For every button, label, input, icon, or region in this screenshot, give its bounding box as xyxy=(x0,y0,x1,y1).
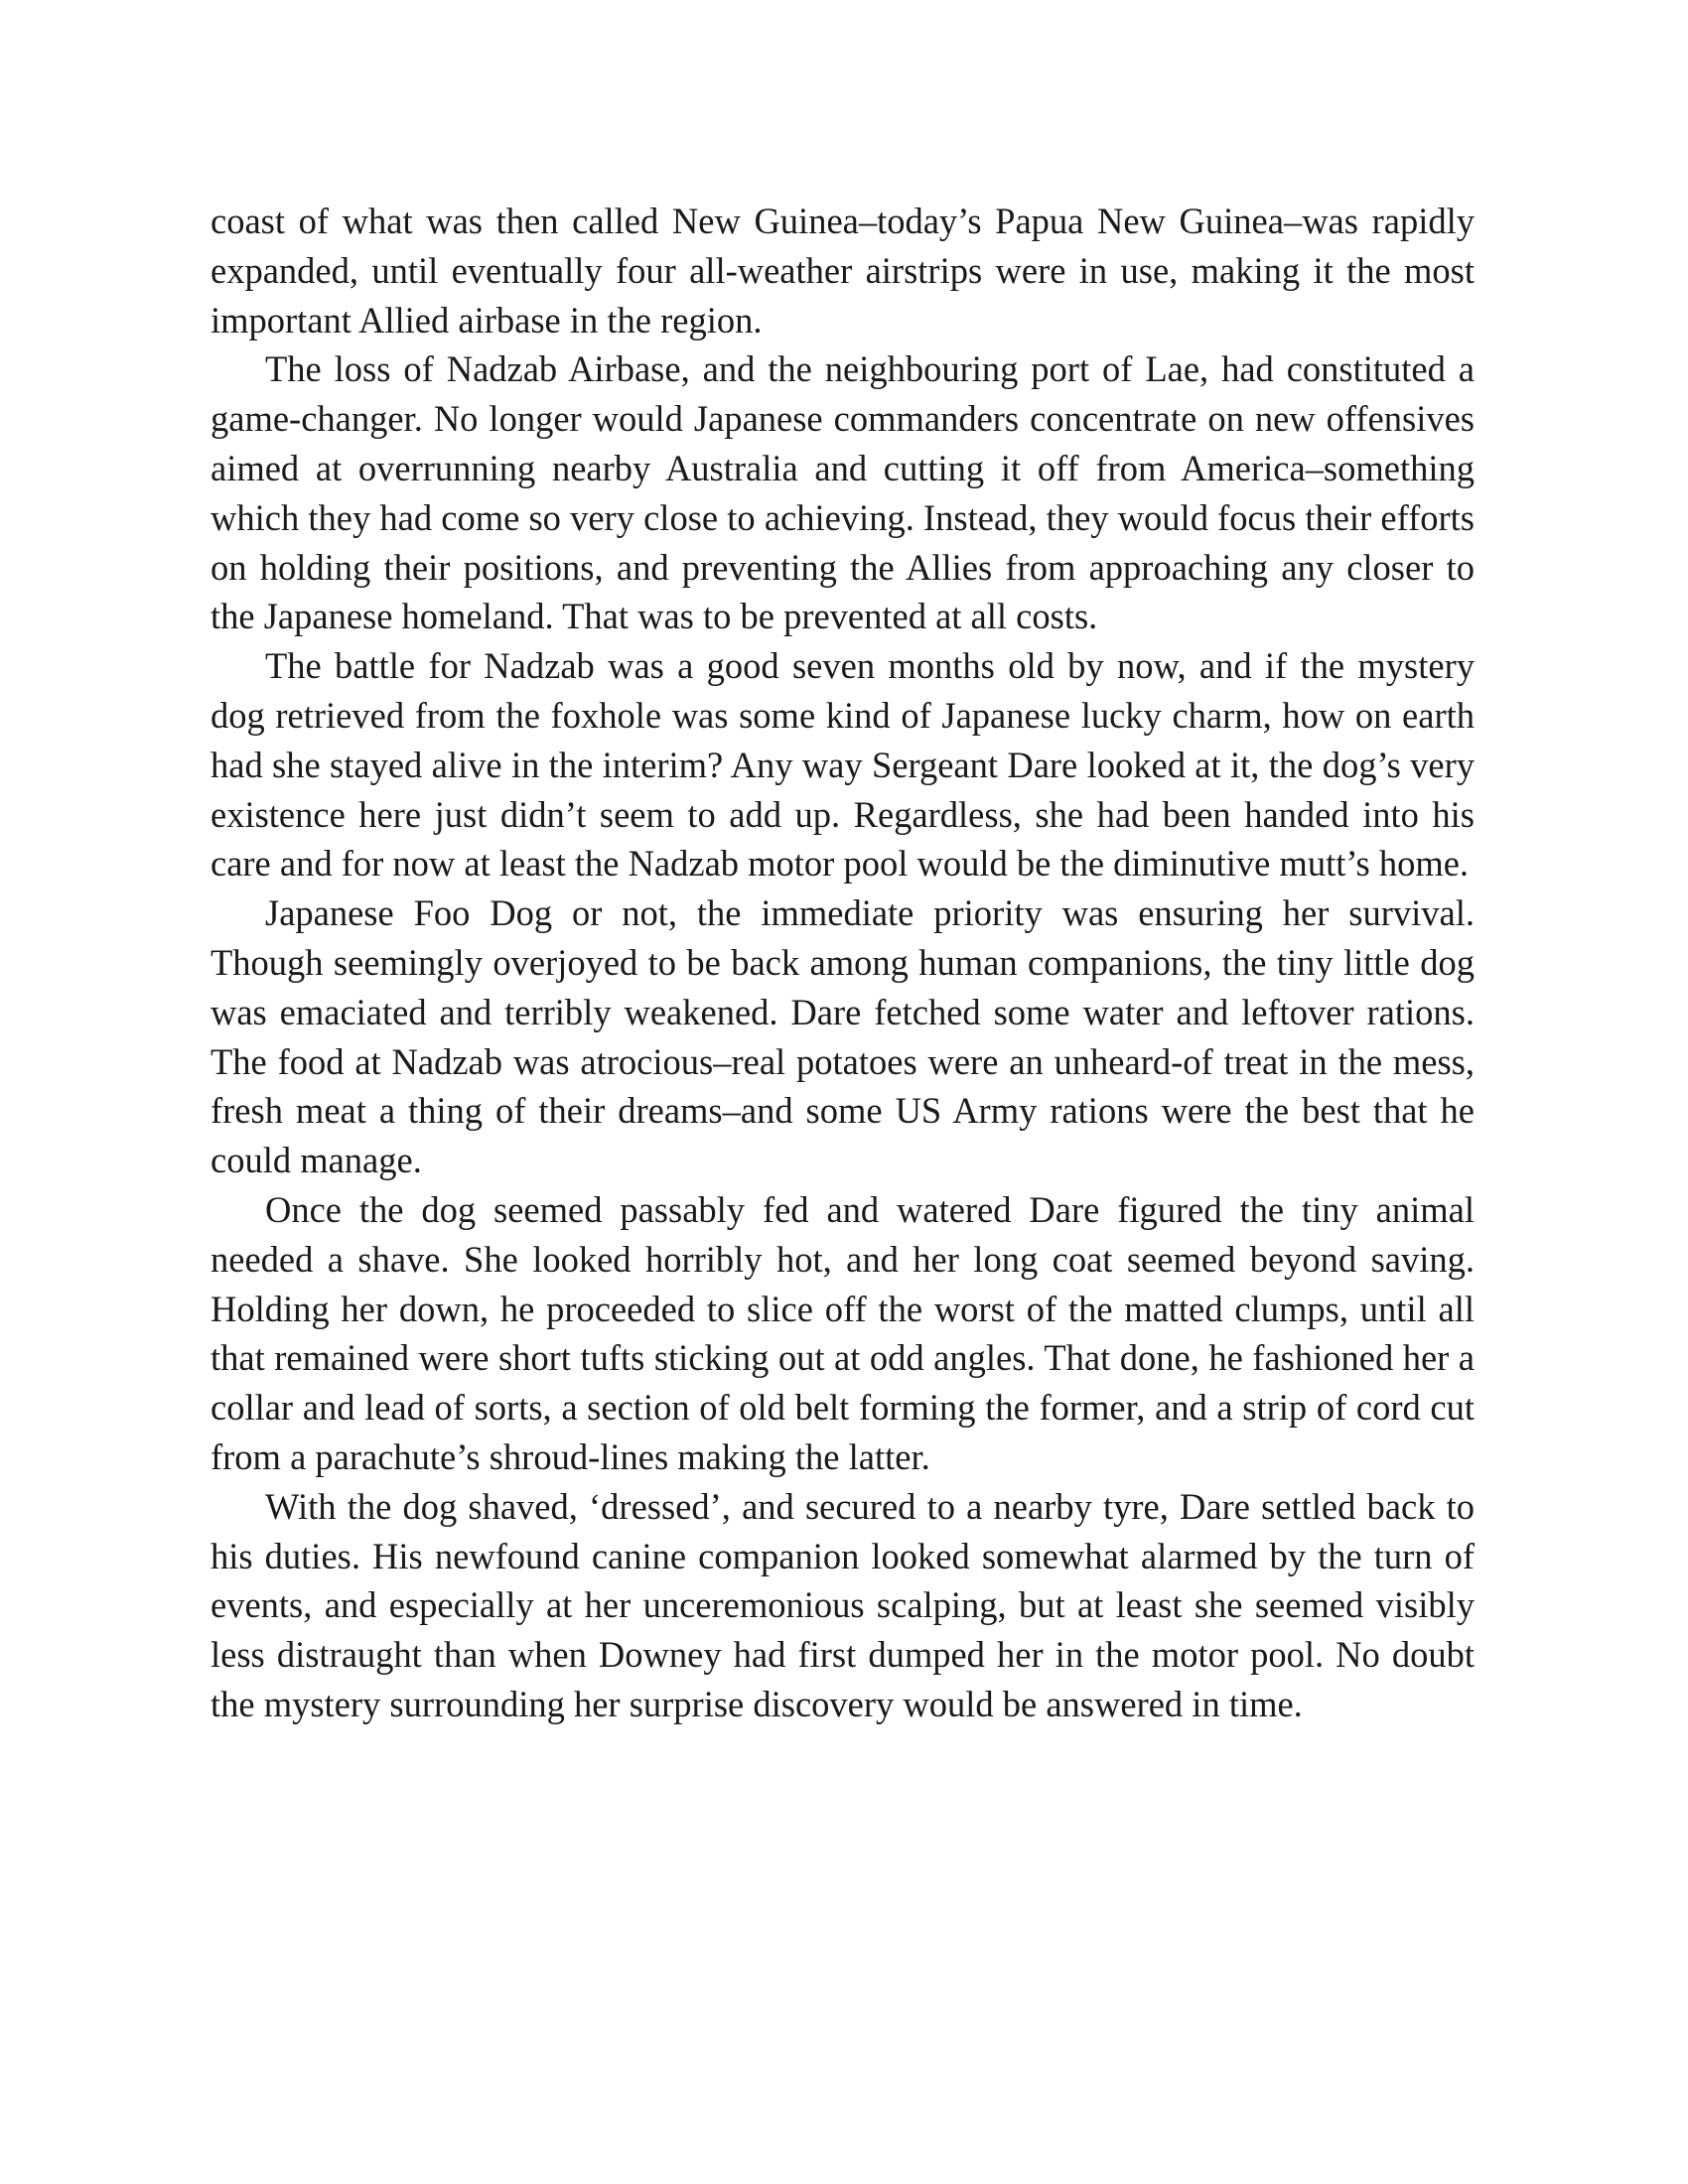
page-body xyxy=(211,197,1475,1729)
paragraph-dog-dressed: With the dog shaved, ‘dressed’, and secured to a nearby tyre, Dare settled back to his duties. His newfound canine companion looked somewhat alarmed by the turn of events, and especially at her unceremonious scalping, but at least she seemed visibly less distraught than when Downey had first dumped her in the motor pool. No doubt the mystery surrounding her surprise discovery would be answered in time. xyxy=(211,1485,1475,1724)
paragraph-dog-shave: Once the dog seemed passably fed and watered Dare figured the tiny animal needed a shave. She looked horribly hot, and her long coat seemed beyond saving. Holding her down, he proceeded to slice off the worst of the matted clumps, until all that remained were short tufts sticking out at odd angles. That done, he fashioned her a collar and lead of sorts, a section of old belt forming the former, and a strip of cord cut from a parachute’s shroud-lines making the latter. xyxy=(211,1188,1475,1477)
paragraph-battle-for-nadzab: The battle for Nadzab was a good seven months old by now, and if the mystery dog retrieved from the foxhole was some kind of Japanese lucky charm, how on earth had she stayed alive in the interim? Any way Sergeant Dare looked at it, the dog’s very existence here just didn’t seem to add up. Regardless, she had been handed into his care and for now at least the Nadzab motor pool would be the diminutive mutt’s home. xyxy=(211,645,1475,885)
paragraph-foo-dog-survival: Japanese Foo Dog or not, the immediate priority was ensuring her survival. Though seemingly overjoyed to be back among human companions, the tiny little dog was emaciated and terribly weakened. Dare fetched some water and leftover rations. The food at Nadzab was atrocious–real potatoes were an unheard-of treat in the mess, fresh meat a thing of their dreams–and some US Army rations were the best that he could manage. xyxy=(211,892,1475,1181)
paragraph-continuation: coast of what was then called New Guinea–today’s Papua New Guinea–was rapidly expanded, until eventually four all-weather airstrips were in use, making it the most important Allied airbase in the region. xyxy=(211,201,1475,341)
paragraph-nadzab-loss: The loss of Nadzab Airbase, and the neighbouring port of Lae, had constituted a game-changer. No longer would Japanese commanders concentrate on new offensives aimed at overrunning nearby Australia and cutting it off from America–something which they had come so very close to achieving. Instead, they would focus their efforts on holding their positions, and preventing the Allies from approaching any closer to the Japanese homeland. That was to be prevented at all costs. xyxy=(211,348,1475,637)
